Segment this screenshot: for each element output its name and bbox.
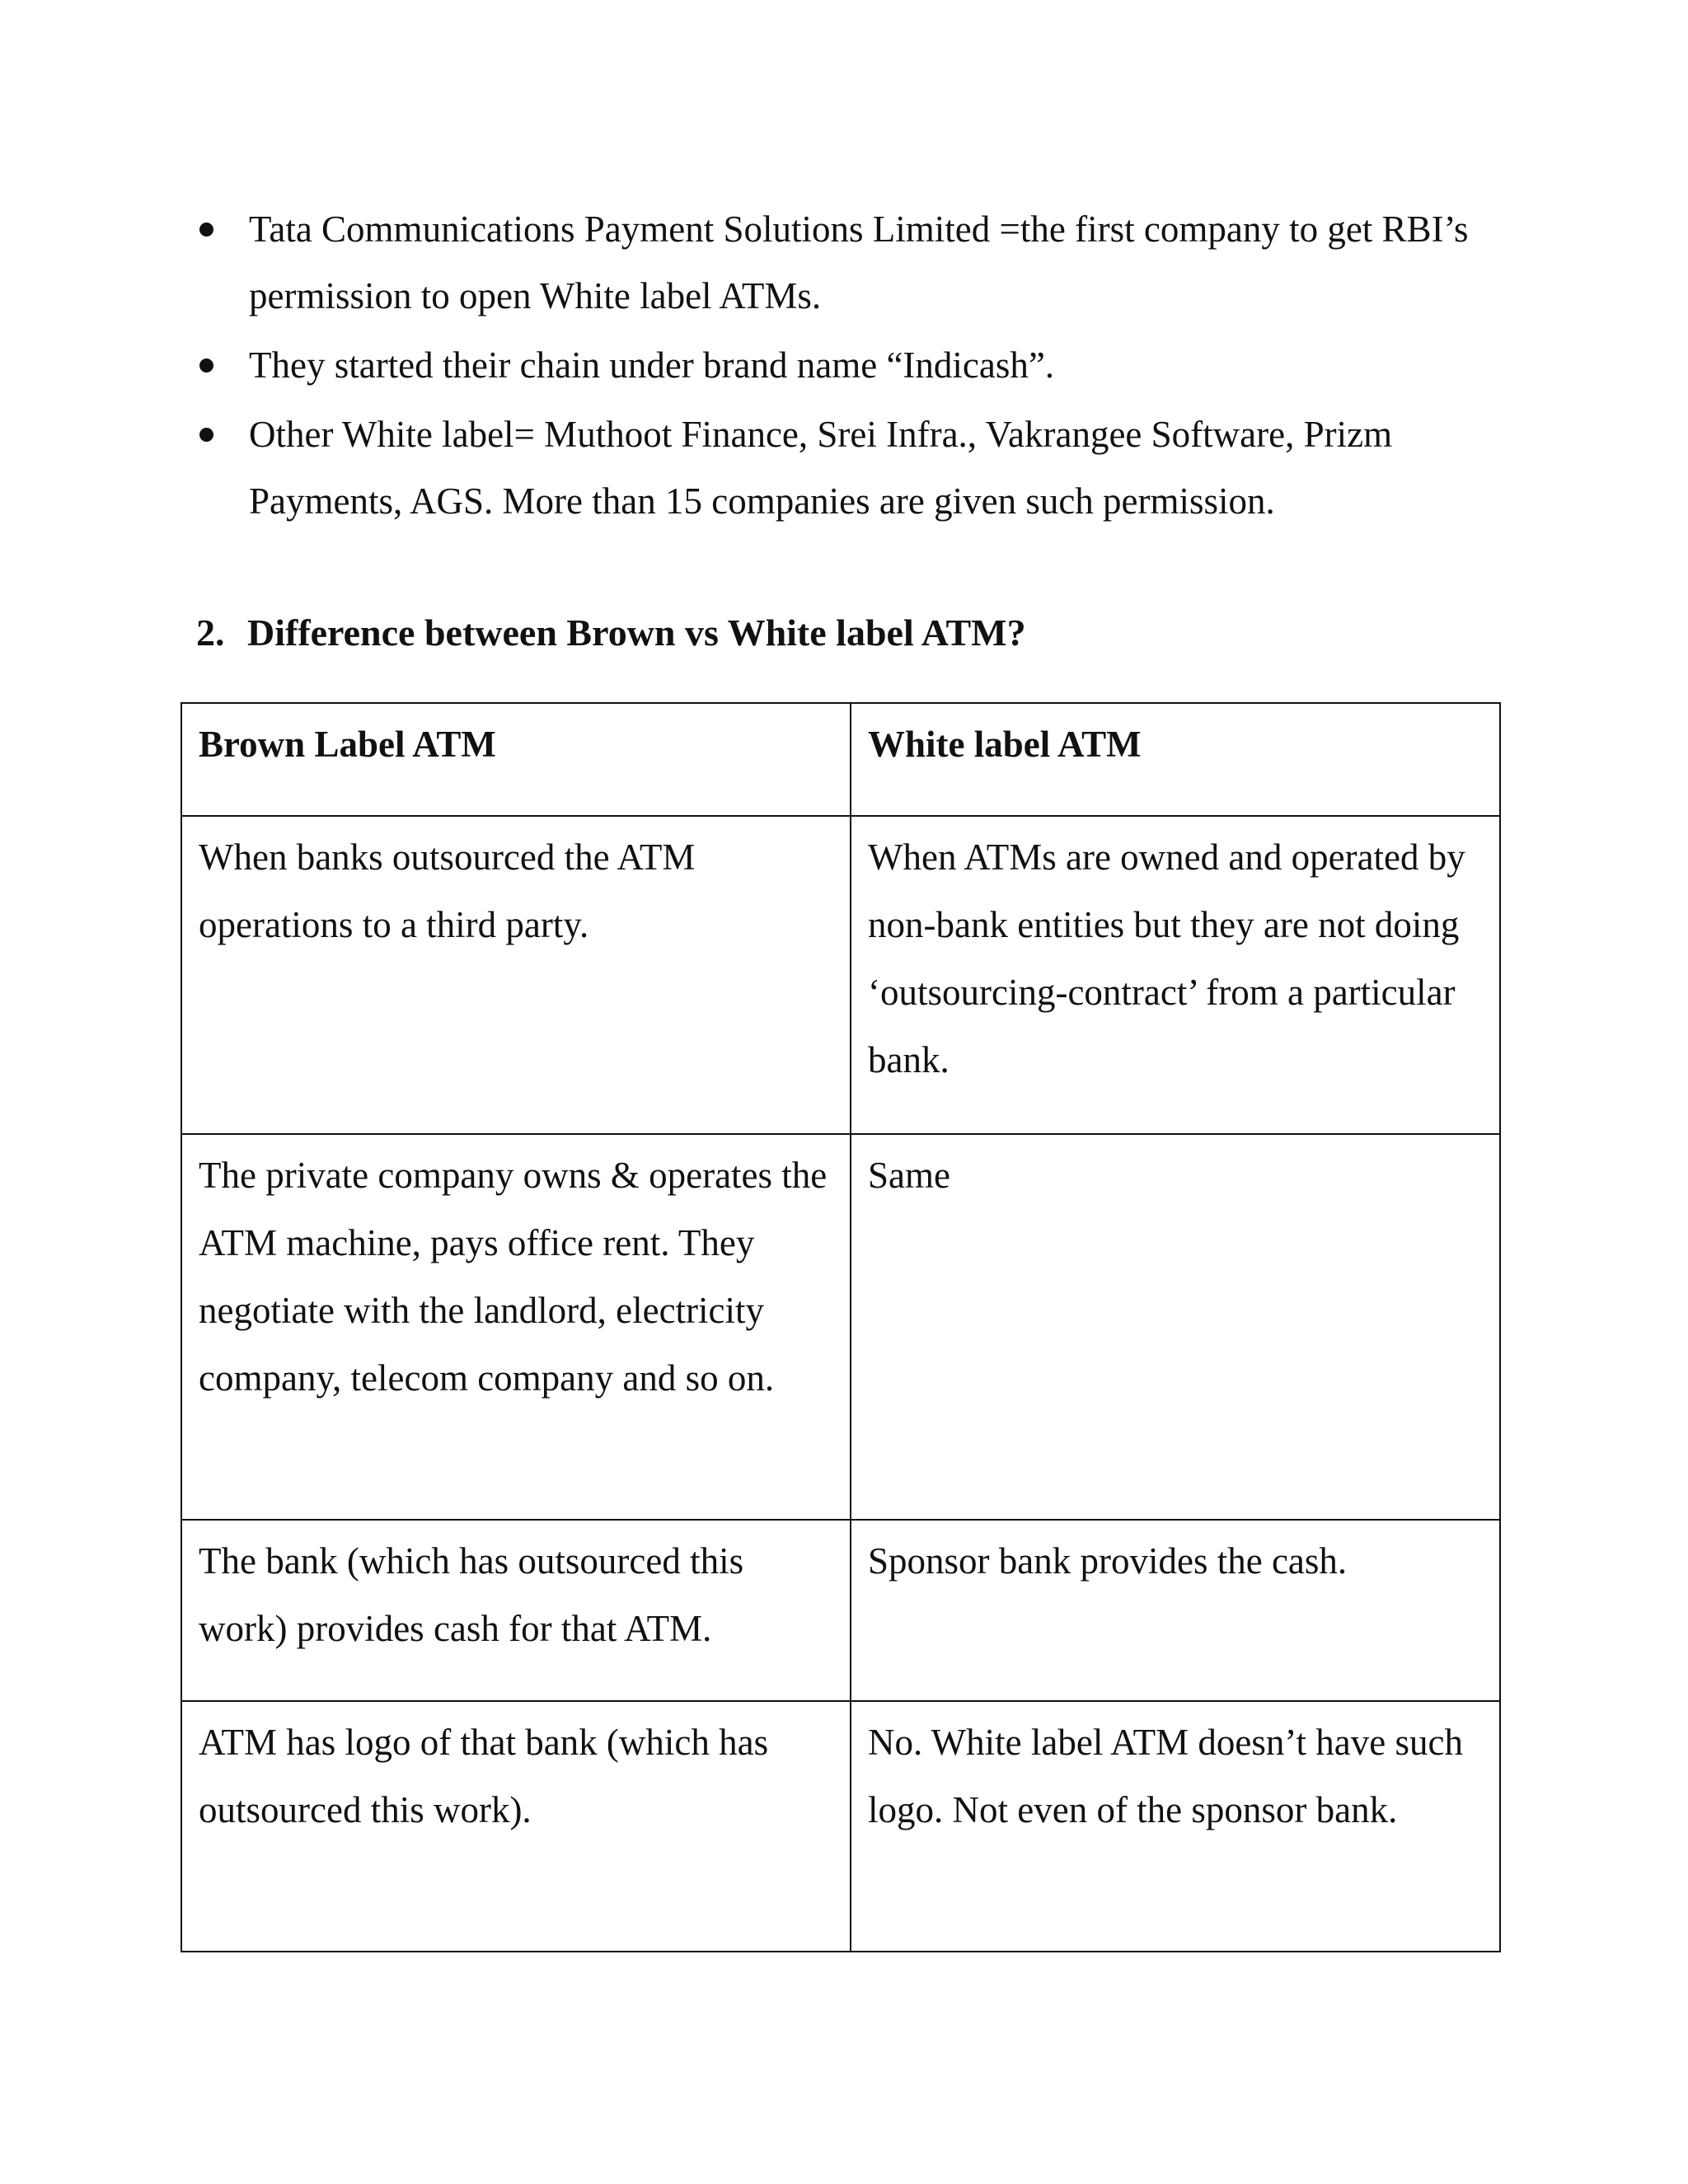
cell-text: Sponsor bank provides the cash. bbox=[868, 1540, 1348, 1582]
table-row bbox=[181, 816, 1500, 1134]
table-row bbox=[181, 1134, 1500, 1520]
bullet-text: They started their chain under brand name “Indicash”. bbox=[249, 344, 1055, 386]
bullet-text: Tata Communications Payment Solutions Limited =the first company to get RBI’s permission to open White label ATMs. bbox=[249, 209, 1469, 316]
table-cell bbox=[181, 816, 851, 1134]
bullet-text: Other White label= Muthoot Finance, Srei Infra., Vakrangee Software, Prizm Payments, AGS. More than 15 companies are given such permission. bbox=[249, 414, 1393, 522]
section-number: 2. bbox=[196, 612, 225, 654]
bullet-item bbox=[196, 401, 1515, 535]
table-row bbox=[181, 1520, 1500, 1701]
table-cell bbox=[181, 1134, 851, 1520]
cell-text: No. White label ATM doesn’t have such logo. Not even of the sponsor bank. bbox=[868, 1722, 1463, 1830]
header-brown-label: Brown Label ATM bbox=[181, 703, 851, 816]
table-cell bbox=[851, 816, 1500, 1134]
bullet-icon bbox=[199, 223, 213, 237]
bullet-item bbox=[196, 332, 1515, 399]
table-row bbox=[181, 1701, 1500, 1952]
cell-text: When ATMs are owned and operated by non-bank entities but they are not doing ‘outsourcing-contract’ from a particular bank. bbox=[868, 837, 1465, 1080]
cell-text: ATM has logo of that bank (which has outsourced this work). bbox=[199, 1722, 769, 1830]
cell-text: Same bbox=[868, 1155, 950, 1196]
header-white-label: White label ATM bbox=[851, 703, 1500, 816]
table-cell bbox=[181, 1520, 851, 1701]
section-title: Difference between Brown vs White label ATM? bbox=[247, 612, 1026, 654]
bullet-icon bbox=[199, 359, 213, 373]
table-cell bbox=[851, 1520, 1500, 1701]
bullet-item bbox=[196, 196, 1515, 330]
bullet-icon bbox=[199, 428, 213, 442]
bullet-list bbox=[196, 196, 1515, 537]
table-cell bbox=[181, 1701, 851, 1952]
table-header-row bbox=[181, 703, 1500, 816]
section-heading bbox=[196, 604, 1026, 662]
comparison-table bbox=[181, 702, 1501, 1952]
table-cell bbox=[851, 1134, 1500, 1520]
cell-text: When banks outsourced the ATM operations to a third party. bbox=[199, 837, 696, 945]
cell-text: The private company owns & operates the ATM machine, pays office rent. They negotiate with the landlord, electricity company, telecom company and so on. bbox=[199, 1155, 828, 1399]
table-cell bbox=[851, 1701, 1500, 1952]
cell-text: The bank (which has outsourced this work) provides cash for that ATM. bbox=[199, 1540, 744, 1649]
